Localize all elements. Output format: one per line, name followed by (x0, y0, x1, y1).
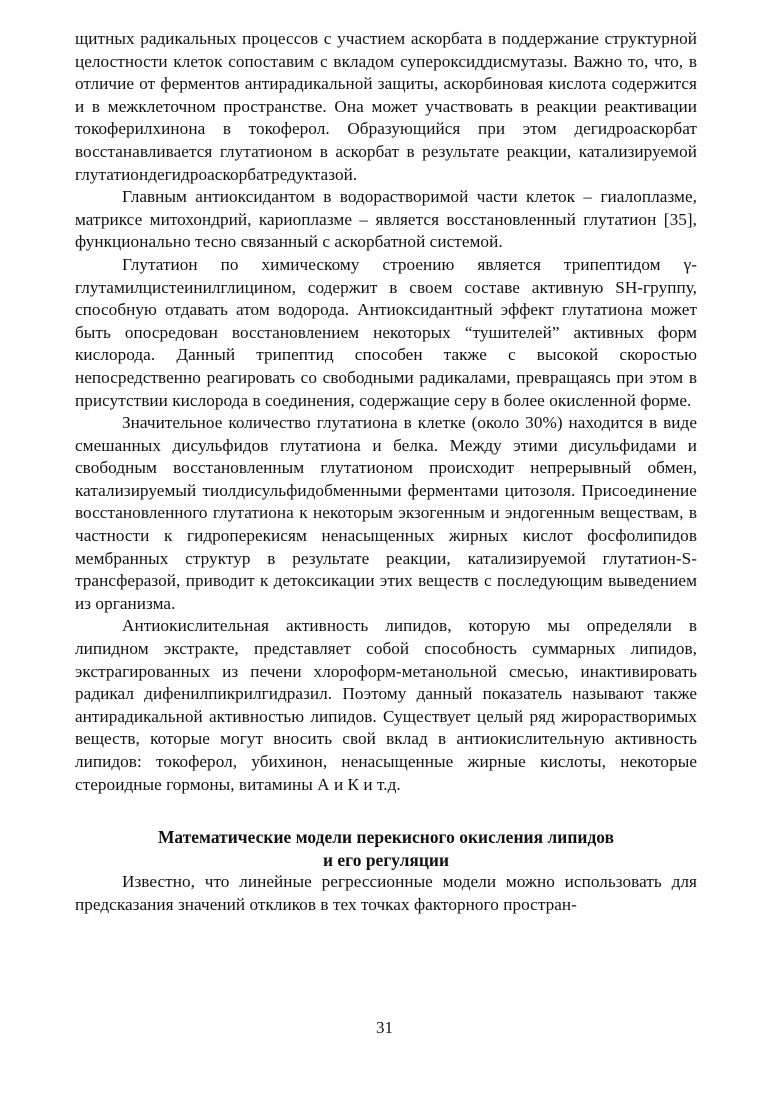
paragraph-regression-models: Известно, что линейные регрессионные модели можно использовать для предсказания значений откликов в тех точках факторного простран- (75, 872, 697, 914)
paragraph-ascorbate: щитных радикальных процессов с участием аскорбата в поддержание структурной целостности клеток сопоставим с вкладом супероксиддисмутазы. Важно то, что, в отличие от ферментов антирадикальной защиты, аскорбиновая кислота содержится и в межклеточном пространстве. Она может участвовать в реакции реактивации токоферилхинона в токоферол. Образующийся при этом дегидроаскорбат восстанавливается глутатионом в аскорбат в результате реакции, катализируемой глутатиондегидроаскорбатредуктазой. (75, 29, 697, 184)
page-number: 31 (376, 1018, 393, 1037)
section-heading (75, 826, 697, 871)
paragraph-main-antioxidant: Главным антиоксидантом в водорастворимой части клеток – гиалоплазме, матриксе митохондрий, кариоплазме – является восстановленный глутатион [35], функционально тесно связанный с аскорбатной системой. (75, 187, 697, 252)
page-body (75, 28, 697, 917)
paragraph-glutathione-structure: Глутатион по химическому строению является трипептидом γ-глутамилцистеинилглицином, содержит в своем составе активную SH-группу, способную отдавать атом водорода. Антиоксидантный эффект глутатиона может быть опосредован восстановлением некоторых “тушителей” активных форм кислорода. Данный трипептид способен также с высокой скоростью непосредственно реагировать со свободными радикалами, превращаясь при этом в присутствии кислорода в соединения, содержащие серу в более окисленной форме. (75, 254, 697, 410)
section-heading-line-1: Математические модели перекисного окисления липидов (157, 827, 615, 848)
paragraph-glutathione-disulfides: Значительное количество глутатиона в клетке (около 30%) находится в виде смешанных дисульфидов глутатиона и белка. Между этими дисульфидами и свободным восстановленным глутатионом происходит непрерывный обмен, катализируемый тиолдисульфидобменными ферментами цитозоля. Присоединение восстановленного глутатиона к некоторым экзогенным и эндогенным веществам, в частности к гидроперекисям ненасыщенных жирных кислот фосфолипидов мембранных структур в результате реакции, катализируемой глутатион-S-трансферазой, приводит к детоксикации этих веществ с последующим выведением из организма. (75, 413, 697, 613)
paragraph-lipid-antioxidant-activity: Антиокислительная активность липидов, которую мы определяли в липидном экстракте, представляет собой способность суммарных липидов, экстрагированных из печени хлороформ-метанольной смесью, инактивировать радикал дифенилпикрилгидразил. Поэтому данный показатель называют также антирадикальной активностью липидов. Существует целый ряд жирорастворимых веществ, которые могут вносить свой вклад в антиокислительную активность липидов: токоферол, убихинон, ненасыщенные жирные кислоты, некоторые стероидные гормоны, витамины А и К и т.д. (75, 616, 697, 794)
section-heading-line-2: и его регуляции (322, 849, 450, 870)
